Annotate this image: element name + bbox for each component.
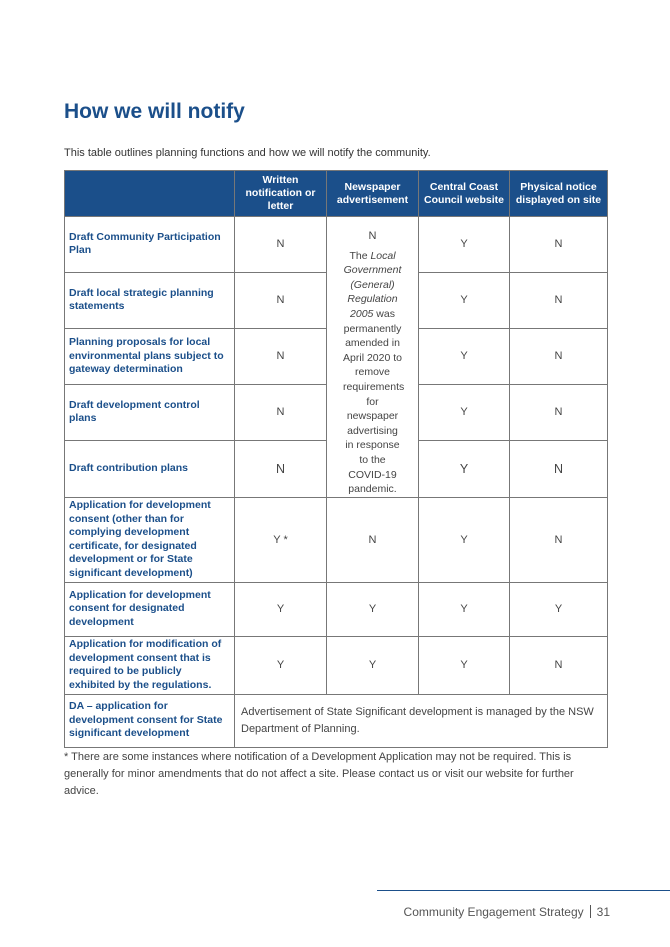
- header-newspaper: Newspaper advertisement: [327, 171, 419, 217]
- note-prefix: The: [349, 249, 371, 262]
- website-cell: Y: [419, 497, 510, 582]
- physical-cell: Y: [510, 582, 608, 636]
- physical-cell: N: [510, 636, 608, 694]
- website-cell: Y: [419, 440, 510, 497]
- header-website: Central Coast Council website: [419, 171, 510, 217]
- newspaper-cell: Y: [327, 636, 419, 694]
- written-cell: N: [235, 217, 327, 273]
- table-row: [65, 694, 608, 747]
- header-written: Written notification or letter: [235, 171, 327, 217]
- header-corner: [65, 171, 235, 217]
- written-cell: Y: [235, 636, 327, 694]
- website-cell: Y: [419, 328, 510, 384]
- intro-text: This table outlines planning functions and how we will notify the community.: [64, 147, 431, 159]
- newspaper-cell: Y: [327, 582, 419, 636]
- table-header-row: [65, 171, 608, 217]
- document-name: Community Engagement Strategy: [403, 905, 584, 919]
- written-cell: N: [235, 272, 327, 328]
- function-cell: Application for development consent (other than for complying development certificate, for designated development or for State significant development): [65, 497, 235, 582]
- newspaper-merged-note: [327, 249, 418, 497]
- physical-cell: N: [510, 440, 608, 497]
- website-cell: Y: [419, 217, 510, 273]
- website-cell: Y: [419, 636, 510, 694]
- page-number: 31: [596, 905, 610, 919]
- website-cell: Y: [419, 272, 510, 328]
- table-row: [65, 217, 608, 273]
- written-cell: N: [235, 440, 327, 497]
- written-cell: N: [235, 328, 327, 384]
- function-cell: Application for development consent for designated development: [65, 582, 235, 636]
- table-row: [65, 497, 608, 582]
- state-significant-note: Advertisement of State Significant development is managed by the NSW Department of Planning.: [235, 694, 608, 747]
- written-cell: N: [235, 384, 327, 440]
- physical-cell: N: [510, 497, 608, 582]
- header-physical: Physical notice displayed on site: [510, 171, 608, 217]
- footer-separator: [590, 905, 591, 918]
- function-cell: Draft contribution plans: [65, 440, 235, 497]
- physical-cell: N: [510, 384, 608, 440]
- function-cell: DA – application for development consent for State significant development: [65, 694, 235, 747]
- page-footer: [404, 905, 610, 919]
- physical-cell: N: [510, 272, 608, 328]
- page-title: How we will notify: [64, 100, 245, 123]
- written-cell: Y: [235, 582, 327, 636]
- newspaper-merged-cell: [327, 217, 419, 498]
- website-cell: Y: [419, 384, 510, 440]
- function-cell: Draft local strategic planning statements: [65, 272, 235, 328]
- function-cell: Draft Community Participation Plan: [65, 217, 235, 273]
- footnote: * There are some instances where notification of a Development Application may not be required. This is generally for minor amendments that do not affect a site. Please contact us or visit our website for further advice.: [64, 751, 574, 797]
- footer-divider: [377, 890, 670, 891]
- written-cell: Y *: [235, 497, 327, 582]
- notification-table: [64, 170, 608, 748]
- function-cell: Planning proposals for local environmental plans subject to gateway determination: [65, 328, 235, 384]
- table-row: [65, 582, 608, 636]
- function-cell: Draft development control plans: [65, 384, 235, 440]
- physical-cell: N: [510, 217, 608, 273]
- table-row: [65, 636, 608, 694]
- physical-cell: N: [510, 328, 608, 384]
- function-cell: Application for modification of development consent that is required to be publicly exhibited by the regulations.: [65, 636, 235, 694]
- newspaper-merged-value: N: [368, 230, 377, 242]
- newspaper-cell: N: [327, 497, 419, 582]
- note-suffix: was permanently amended in April 2020 to remove requirements for newspaper advertising in response to the COVID-19 pandemic.: [343, 307, 405, 496]
- website-cell: Y: [419, 582, 510, 636]
- note-regulation-name: Local Government (General) Regulation 2005: [343, 249, 402, 320]
